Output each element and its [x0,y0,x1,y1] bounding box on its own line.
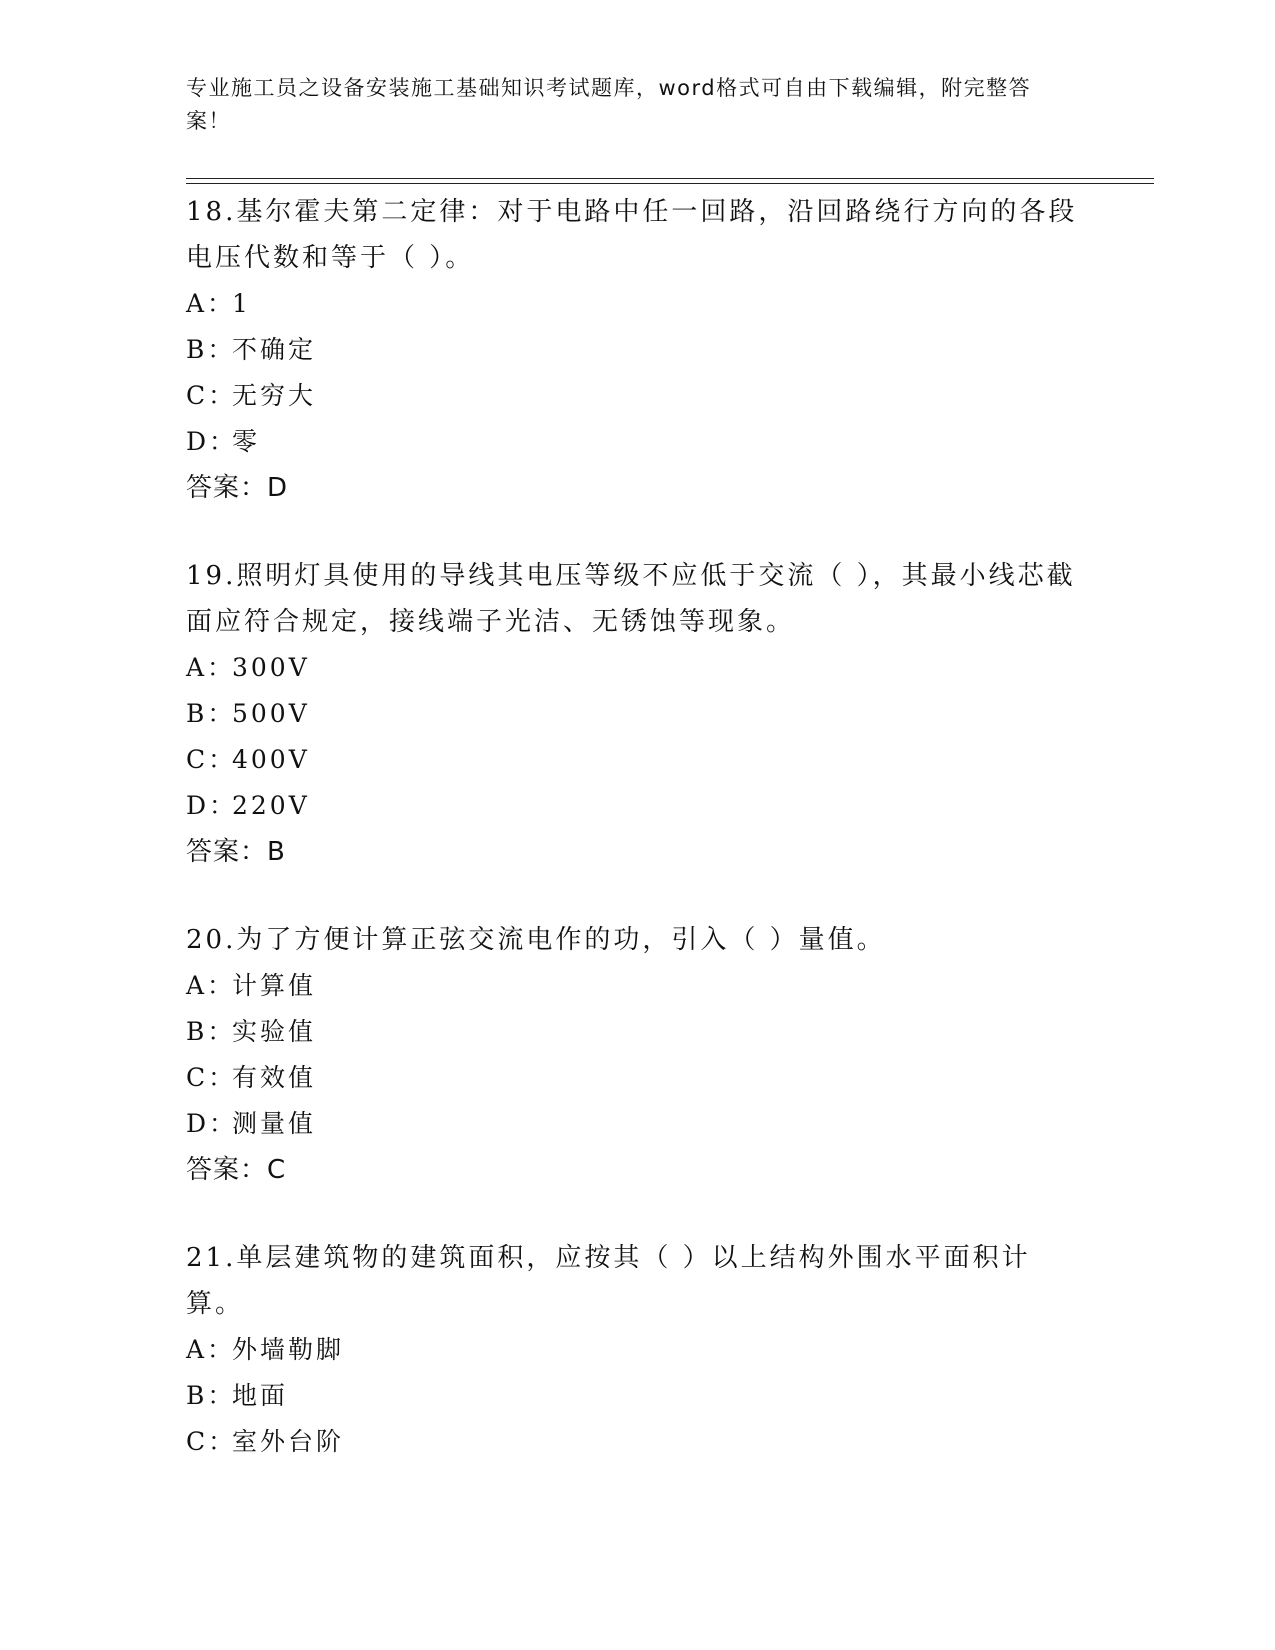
option-text: 500V [232,699,310,728]
option-c [186,373,1086,419]
option-letter: B： [186,335,236,364]
option-letter: C： [186,1427,237,1456]
option-c [186,1055,1086,1101]
option-b [186,1009,1086,1055]
header-divider-bottom [186,183,1154,184]
option-b [186,1373,1086,1419]
option-a [186,1327,1086,1373]
option-letter: C： [186,381,237,410]
option-a [186,281,1086,327]
question-stem: 19.照明灯具使用的导线其电压等级不应低于交流（ ），其最小线芯截面应符合规定，接线端子光洁、无锈蚀等现象。 [186,561,1076,637]
option-letter: A： [186,971,236,1000]
question-20 [186,917,1086,1193]
option-c [186,737,1086,783]
option-text: 实验值 [232,1017,317,1046]
question-19 [186,553,1086,875]
option-text: 400V [232,745,310,774]
option-letter: B： [186,699,236,728]
option-a [186,963,1086,1009]
answer-line: 答案：B [186,837,286,867]
option-b [186,691,1086,737]
option-letter: B： [186,1381,236,1410]
option-text: 零 [232,427,261,456]
option-text: 不确定 [232,335,317,364]
option-text: 300V [232,653,310,682]
option-letter: A： [186,653,236,682]
option-text: 计算值 [232,971,317,1000]
option-c [186,1419,1086,1465]
answer-line: 答案：D [186,473,289,503]
option-letter: D： [186,791,238,820]
option-text: 室外台阶 [232,1427,345,1456]
document-header: 专业施工员之设备安装施工基础知识考试题库，word格式可自由下载编辑，附完整答案！ [186,76,1032,133]
answer-line: 答案：C [186,1155,287,1185]
question-18 [186,189,1086,511]
option-letter: A： [186,1335,236,1364]
option-d [186,419,1086,465]
option-b [186,327,1086,373]
question-stem: 20.为了方便计算正弦交流电作的功，引入（ ）量值。 [186,925,886,955]
option-letter: D： [186,427,238,456]
option-letter: D： [186,1109,238,1138]
option-text: 地面 [232,1381,289,1410]
question-stem: 21.单层建筑物的建筑面积，应按其（ ）以上结构外围水平面积计算。 [186,1243,1031,1319]
option-d [186,783,1086,829]
option-letter: B： [186,1017,236,1046]
option-text: 外墙勒脚 [232,1335,345,1364]
option-text: 无穷大 [232,381,317,410]
option-letter: C： [186,1063,237,1092]
option-letter: C： [186,745,237,774]
option-d [186,1101,1086,1147]
option-text: 测量值 [232,1109,317,1138]
option-text: 220V [232,791,310,820]
question-stem: 18.基尔霍夫第二定律：对于电路中任一回路，沿回路绕行方向的各段电压代数和等于（ ）。 [186,197,1078,273]
option-text: 1 [232,289,251,318]
question-21 [186,1235,1086,1465]
option-letter: A： [186,289,236,318]
option-a [186,645,1086,691]
header-divider-top [186,178,1154,179]
option-text: 有效值 [232,1063,317,1092]
